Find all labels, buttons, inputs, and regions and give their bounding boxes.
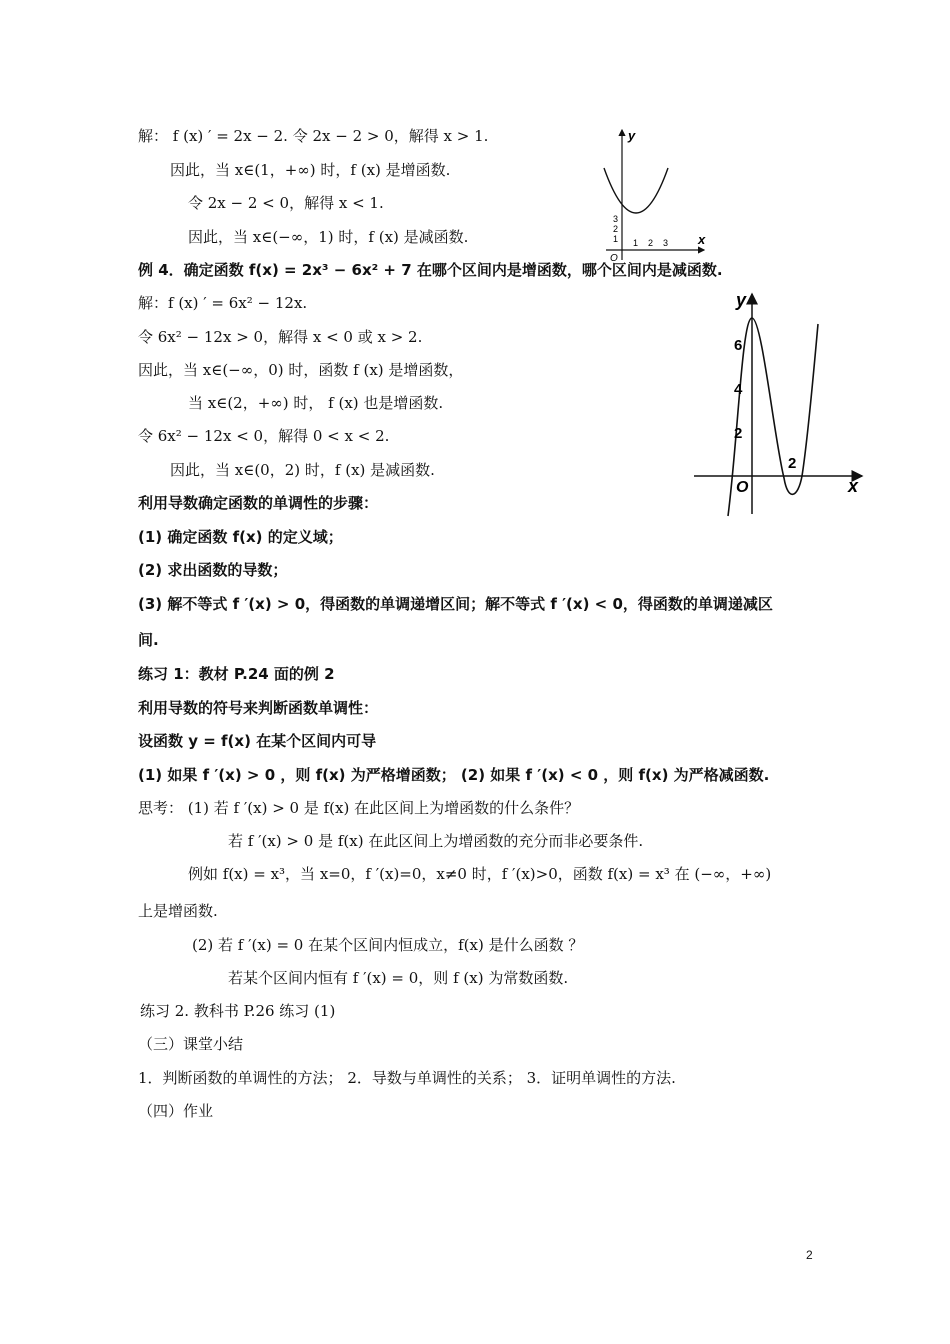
step-3: (3) 解不等式 f ′(x) > 0，得函数的单调递增区间；解不等式 f ′(x) < 0，得函数的单调递减区 xyxy=(138,595,773,613)
y-tick-1: 1 xyxy=(613,234,619,244)
step-3-cont: 间. xyxy=(138,631,159,649)
example-4-line-3: 因此，当 x∈(−∞，0) 时，函数 f (x) 是增函数， xyxy=(138,361,464,379)
y-tick-6: 6 xyxy=(734,337,743,354)
x-tick-2: 2 xyxy=(648,238,654,248)
graph-parabola xyxy=(598,124,710,262)
derivative-sign-heading: 利用导数的符号来判断函数单调性： xyxy=(138,699,379,717)
summary-heading: （三）课堂小结 xyxy=(138,1035,244,1053)
example-4-line-4: 当 x∈(2，+∞) 时， f (x) 也是增函数. xyxy=(188,394,444,412)
origin-label: O xyxy=(736,479,749,496)
example-4-line-2: 令 6x² − 12x > 0，解得 x < 0 或 x > 2. xyxy=(138,328,423,346)
parabola-curve xyxy=(604,168,668,213)
x-axis-label: x xyxy=(698,232,706,247)
think-1: 思考： (1) 若 f ′(x) > 0 是 f(x) 在此区间上为增函数的什么条件？ xyxy=(138,799,580,817)
example-4-heading: 例 4．确定函数 f(x) = 2x³ − 6x² + 7 在哪个区间内是增函数，哪个区间内是减函数. xyxy=(138,261,723,279)
solution-line-4: 因此，当 x∈(−∞，1) 时，f (x) 是减函数. xyxy=(188,228,469,246)
differentiable-line: 设函数 y = f(x) 在某个区间内可导 xyxy=(138,732,377,750)
monotonic-rule: (1) 如果 f ′(x) > 0 ，则 f(x) 为严格增函数； (2) 如果 f ′(x) < 0 ，则 f(x) 为严格减函数. xyxy=(138,766,770,784)
page-number: 2 xyxy=(806,1248,813,1262)
y-tick-4: 4 xyxy=(734,381,743,398)
steps-heading: 利用导数确定函数的单调性的步骤： xyxy=(138,494,379,512)
think-2: (2) 若 f ′(x) = 0 在某个区间内恒成立，f(x) 是什么函数 ？ xyxy=(192,936,584,954)
y-tick-2: 2 xyxy=(734,425,743,442)
solution-line-2: 因此，当 x∈(1，+∞) 时，f (x) 是增函数. xyxy=(170,161,451,179)
homework-heading: （四）作业 xyxy=(138,1102,214,1120)
x-tick-3: 3 xyxy=(663,238,669,248)
x-axis-label: x xyxy=(848,476,859,496)
exercise-1: 练习 1：教材 P.24 面的例 2 xyxy=(138,665,335,683)
solution-line-1: 解： f (x) ′ = 2x − 2. 令 2x − 2 > 0，解得 x > 1. xyxy=(138,127,489,145)
think-1-example: 例如 f(x) = x³，当 x=0，f ′(x)=0，x≠0 时，f ′(x)>0，函数 f(x) = x³ 在 (−∞，+∞) xyxy=(188,865,772,883)
example-4-line-6: 因此，当 x∈(0，2) 时，f (x) 是减函数. xyxy=(170,461,435,479)
origin-label: O xyxy=(610,253,618,262)
think-2-answer: 若某个区间内恒有 f ′(x) = 0，则 f (x) 为常数函数. xyxy=(228,969,569,987)
example-4-line-1: 解：f (x) ′ = 6x² − 12x. xyxy=(138,294,308,312)
summary-items: 1．判断函数的单调性的方法； 2．导数与单调性的关系； 3．证明单调性的方法. xyxy=(138,1069,676,1087)
x-tick-2: 2 xyxy=(788,455,797,472)
solution-line-3: 令 2x − 2 < 0，解得 x < 1. xyxy=(188,194,384,212)
example-4-line-5: 令 6x² − 12x < 0，解得 0 < x < 2. xyxy=(138,427,390,445)
x-tick-1: 1 xyxy=(633,238,639,248)
step-1: (1) 确定函数 f(x) 的定义域； xyxy=(138,528,343,546)
y-tick-2: 2 xyxy=(613,224,619,234)
think-1-example-cont: 上是增函数. xyxy=(138,902,218,920)
think-1-answer: 若 f ′(x) > 0 是 f(x) 在此区间上为增函数的充分而非必要条件. xyxy=(228,832,644,850)
y-axis-label: y xyxy=(628,128,636,143)
exercise-2: 练习 2. 教科书 P.26 练习 (1) xyxy=(140,1002,336,1020)
y-tick-3: 3 xyxy=(613,214,619,224)
step-2: (2) 求出函数的导数； xyxy=(138,561,288,579)
y-axis-label: y xyxy=(736,290,747,310)
graph-cubic xyxy=(690,288,870,518)
